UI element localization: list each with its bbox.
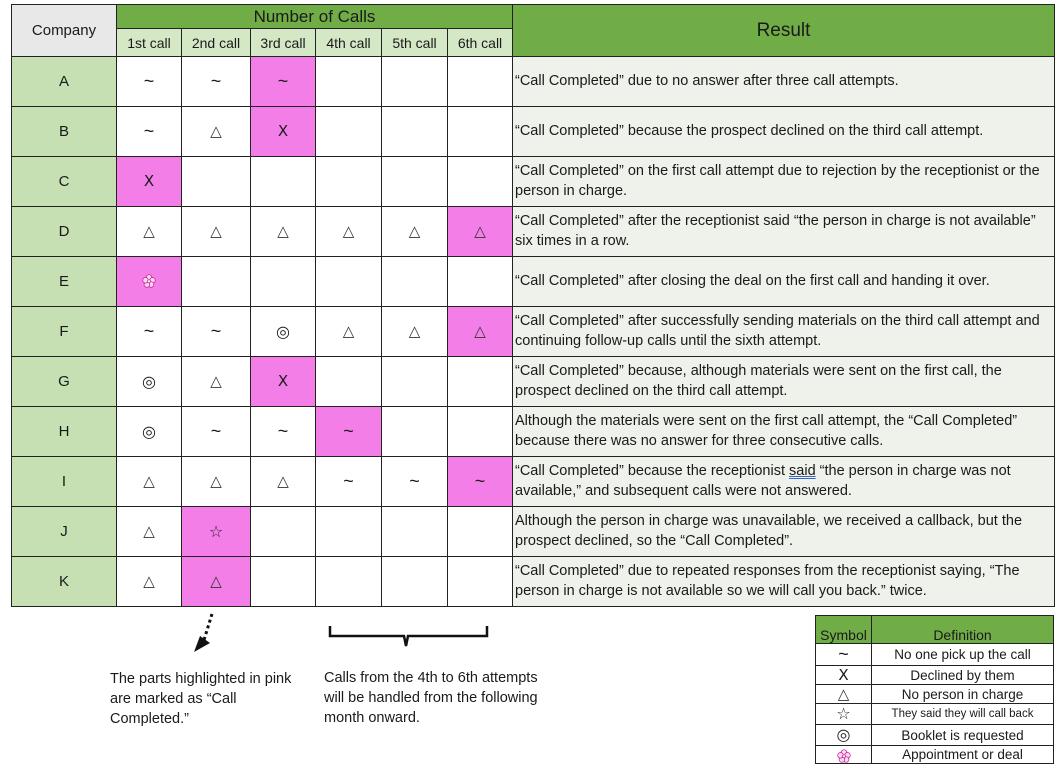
call-cell xyxy=(251,457,316,507)
no-answer-symbol: ~ xyxy=(277,71,289,91)
company-cell: A xyxy=(12,57,117,107)
call-back-symbol: ☆ xyxy=(208,523,224,541)
call-cell xyxy=(251,157,316,207)
booklet-symbol: ◎ xyxy=(836,727,851,744)
call-cell xyxy=(117,407,182,457)
call-cell xyxy=(316,207,382,257)
no-answer-symbol: ~ xyxy=(210,71,222,91)
call-back-symbol: ☆ xyxy=(836,706,851,723)
call-cell xyxy=(117,57,182,107)
call-cell xyxy=(182,257,251,307)
result-cell: “Call Completed” because, although materials were sent on the first call, the prospect declined on the third call attempt. xyxy=(513,357,1055,407)
call-cell xyxy=(382,557,448,607)
legend-symbol xyxy=(816,704,872,725)
company-cell: D xyxy=(12,207,117,257)
call-cell xyxy=(251,307,316,357)
company-cell: J xyxy=(12,507,117,557)
legend-row xyxy=(816,725,1054,746)
no-person-symbol: △ xyxy=(342,323,355,340)
no-person-symbol: △ xyxy=(277,223,289,240)
call-cell xyxy=(182,107,251,157)
table-row xyxy=(12,257,1055,307)
call-cell xyxy=(182,207,251,257)
dotted-arrow-icon xyxy=(190,612,230,657)
result-text: “Call Completed” because the receptionist xyxy=(515,463,790,479)
call-cell xyxy=(117,257,182,307)
call-cell xyxy=(316,407,382,457)
table-row xyxy=(12,357,1055,407)
no-answer-symbol: ~ xyxy=(210,321,222,341)
table-row xyxy=(12,57,1055,107)
legend-symbol-header: Symbol xyxy=(816,616,872,644)
call-header-5: 5th call xyxy=(382,29,448,57)
result-cell: “Call Completed” on the first call attempt due to rejection by the receptionist or the person in charge. xyxy=(513,157,1055,207)
call-header-6: 6th call xyxy=(448,29,513,57)
no-person-symbol: △ xyxy=(143,473,155,490)
no-answer-symbol: ~ xyxy=(409,471,420,491)
booklet-symbol: ◎ xyxy=(142,423,156,441)
call-cell xyxy=(117,557,182,607)
legend-definition: Appointment or deal xyxy=(872,746,1054,764)
no-answer-symbol: ~ xyxy=(474,471,486,491)
table-row xyxy=(12,207,1055,257)
legend-definition: They said they will call back xyxy=(872,704,1054,725)
legend-symbol xyxy=(816,746,872,764)
declined-symbol: X xyxy=(143,172,155,190)
declined-symbol: X xyxy=(277,372,289,390)
call-cell xyxy=(182,157,251,207)
no-answer-symbol: ~ xyxy=(838,644,849,664)
call-cell xyxy=(448,507,513,557)
curly-bracket-icon xyxy=(328,624,490,654)
call-cell xyxy=(382,357,448,407)
call-cell xyxy=(251,557,316,607)
table-row xyxy=(12,157,1055,207)
table-row xyxy=(12,107,1055,157)
call-cell xyxy=(316,57,382,107)
result-text: “the person in charge was not available,” and subsequent calls were not answered. xyxy=(515,463,1011,499)
company-cell: H xyxy=(12,407,117,457)
call-cell xyxy=(448,457,513,507)
call-cell xyxy=(316,357,382,407)
number-of-calls-header: Number of Calls xyxy=(117,5,513,29)
call-cell xyxy=(182,507,251,557)
legend-row xyxy=(816,685,1054,704)
call-cell xyxy=(448,57,513,107)
legend-definition: Booklet is requested xyxy=(872,725,1054,746)
call-cell xyxy=(117,107,182,157)
legend-definition: No one pick up the call xyxy=(872,644,1054,666)
legend-definition-header: Definition xyxy=(872,616,1054,644)
company-cell: E xyxy=(12,257,117,307)
call-cell xyxy=(182,357,251,407)
call-cell xyxy=(182,457,251,507)
result-cell: Although the person in charge was unavailable, we received a callback, but the prospect declined, so the “Call Completed”. xyxy=(513,507,1055,557)
declined-symbol: X xyxy=(838,666,849,684)
booklet-symbol: ◎ xyxy=(142,373,156,391)
legend-row xyxy=(816,666,1054,685)
no-person-symbol: △ xyxy=(277,473,289,490)
call-header-1: 1st call xyxy=(117,29,182,57)
result-cell: Although the materials were sent on the first call attempt, the “Call Completed” because there was no answer for three consecutive calls. xyxy=(513,407,1055,457)
call-cell xyxy=(117,207,182,257)
legend-definition: Declined by them xyxy=(872,666,1054,685)
call-cell xyxy=(382,407,448,457)
call-cell xyxy=(448,557,513,607)
no-person-symbol: △ xyxy=(474,323,486,340)
call-cell xyxy=(117,357,182,407)
declined-symbol: X xyxy=(277,122,289,140)
call-cell xyxy=(182,407,251,457)
no-answer-symbol: ~ xyxy=(143,321,155,341)
booklet-symbol: ◎ xyxy=(276,323,290,341)
no-person-symbol: △ xyxy=(210,373,222,390)
call-cell xyxy=(448,107,513,157)
table-row xyxy=(12,307,1055,357)
no-answer-symbol: ~ xyxy=(277,421,289,441)
call-header-3: 3rd call xyxy=(251,29,316,57)
call-cell xyxy=(448,307,513,357)
call-cell xyxy=(316,107,382,157)
company-cell: F xyxy=(12,307,117,357)
call-cell xyxy=(382,107,448,157)
legend-definition: No person in charge xyxy=(872,685,1054,704)
pink-highlight-note: The parts highlighted in pink are marked as “Call Completed.” xyxy=(110,671,292,727)
company-cell: G xyxy=(12,357,117,407)
legend-row xyxy=(816,746,1054,764)
call-cell xyxy=(316,157,382,207)
result-cell: “Call Completed” after successfully sending materials on the third call attempt and continuing follow-up calls until the sixth attempt. xyxy=(513,307,1055,357)
call-cell xyxy=(316,307,382,357)
legend-symbol xyxy=(816,666,872,685)
call-cell xyxy=(448,257,513,307)
call-cell xyxy=(448,157,513,207)
call-cell xyxy=(316,557,382,607)
call-cell xyxy=(251,207,316,257)
call-header-4: 4th call xyxy=(316,29,382,57)
call-cell xyxy=(117,457,182,507)
call-cell xyxy=(251,407,316,457)
company-cell: K xyxy=(12,557,117,607)
legend-symbol xyxy=(816,725,872,746)
company-cell: B xyxy=(12,107,117,157)
call-cell xyxy=(382,157,448,207)
legend-symbol xyxy=(816,644,872,666)
company-cell: I xyxy=(12,457,117,507)
no-person-symbol: △ xyxy=(143,523,155,540)
no-answer-symbol: ~ xyxy=(343,471,354,491)
company-header: Company xyxy=(12,5,117,57)
table-row xyxy=(12,407,1055,457)
no-person-symbol: △ xyxy=(210,473,222,490)
call-cell xyxy=(316,507,382,557)
call-cell xyxy=(182,57,251,107)
no-person-symbol: △ xyxy=(342,223,355,240)
symbol-legend xyxy=(815,615,1054,764)
no-person-symbol: △ xyxy=(143,223,155,240)
call-cell xyxy=(251,507,316,557)
call-cell xyxy=(251,257,316,307)
call-cell xyxy=(251,57,316,107)
call-cell xyxy=(117,507,182,557)
call-results-table xyxy=(11,4,1055,607)
call-cell xyxy=(182,307,251,357)
no-person-symbol: △ xyxy=(408,323,421,340)
legend-row xyxy=(816,644,1054,666)
no-person-symbol: △ xyxy=(210,573,222,590)
call-cell xyxy=(182,557,251,607)
result-header: Result xyxy=(513,5,1055,57)
table-row xyxy=(12,507,1055,557)
result-cell xyxy=(513,457,1055,507)
call-cell xyxy=(382,57,448,107)
table-body xyxy=(12,57,1055,607)
later-calls-note: Calls from the 4th to 6th attempts will be handled from the following month onward. xyxy=(324,670,538,726)
call-cell xyxy=(316,257,382,307)
no-person-symbol: △ xyxy=(408,223,421,240)
legend-symbol xyxy=(816,685,872,704)
table-row xyxy=(12,457,1055,507)
flower-icon xyxy=(837,749,851,763)
call-header-2: 2nd call xyxy=(182,29,251,57)
call-cell xyxy=(382,207,448,257)
no-answer-symbol: ~ xyxy=(143,121,155,141)
call-cell xyxy=(448,407,513,457)
spellcheck-underlined-word: said xyxy=(789,463,816,479)
call-cell xyxy=(448,207,513,257)
call-cell xyxy=(448,357,513,407)
call-cell xyxy=(382,457,448,507)
result-cell: “Call Completed” due to repeated responses from the receptionist saying, “The person in charge is not available so we will call you back.” twice. xyxy=(513,557,1055,607)
call-cell xyxy=(382,307,448,357)
result-cell: “Call Completed” after the receptionist said “the person in charge is not available” six times in a row. xyxy=(513,207,1055,257)
flower-icon xyxy=(142,274,156,288)
result-cell: “Call Completed” because the prospect declined on the third call attempt. xyxy=(513,107,1055,157)
no-person-symbol: △ xyxy=(837,686,850,703)
no-person-symbol: △ xyxy=(143,573,155,590)
legend-body xyxy=(816,644,1054,764)
result-cell: “Call Completed” due to no answer after three call attempts. xyxy=(513,57,1055,107)
call-cell xyxy=(316,457,382,507)
call-cell xyxy=(382,507,448,557)
no-person-symbol: △ xyxy=(474,223,486,240)
call-cell xyxy=(251,357,316,407)
table-row xyxy=(12,557,1055,607)
call-cell xyxy=(251,107,316,157)
call-cell xyxy=(117,307,182,357)
no-person-symbol: △ xyxy=(210,223,222,240)
no-answer-symbol: ~ xyxy=(210,421,222,441)
no-answer-symbol: ~ xyxy=(343,421,354,441)
company-cell: C xyxy=(12,157,117,207)
result-cell: “Call Completed” after closing the deal on the first call and handing it over. xyxy=(513,257,1055,307)
call-cell xyxy=(117,157,182,207)
legend-row xyxy=(816,704,1054,725)
no-answer-symbol: ~ xyxy=(143,71,155,91)
call-cell xyxy=(382,257,448,307)
no-person-symbol: △ xyxy=(210,123,222,140)
